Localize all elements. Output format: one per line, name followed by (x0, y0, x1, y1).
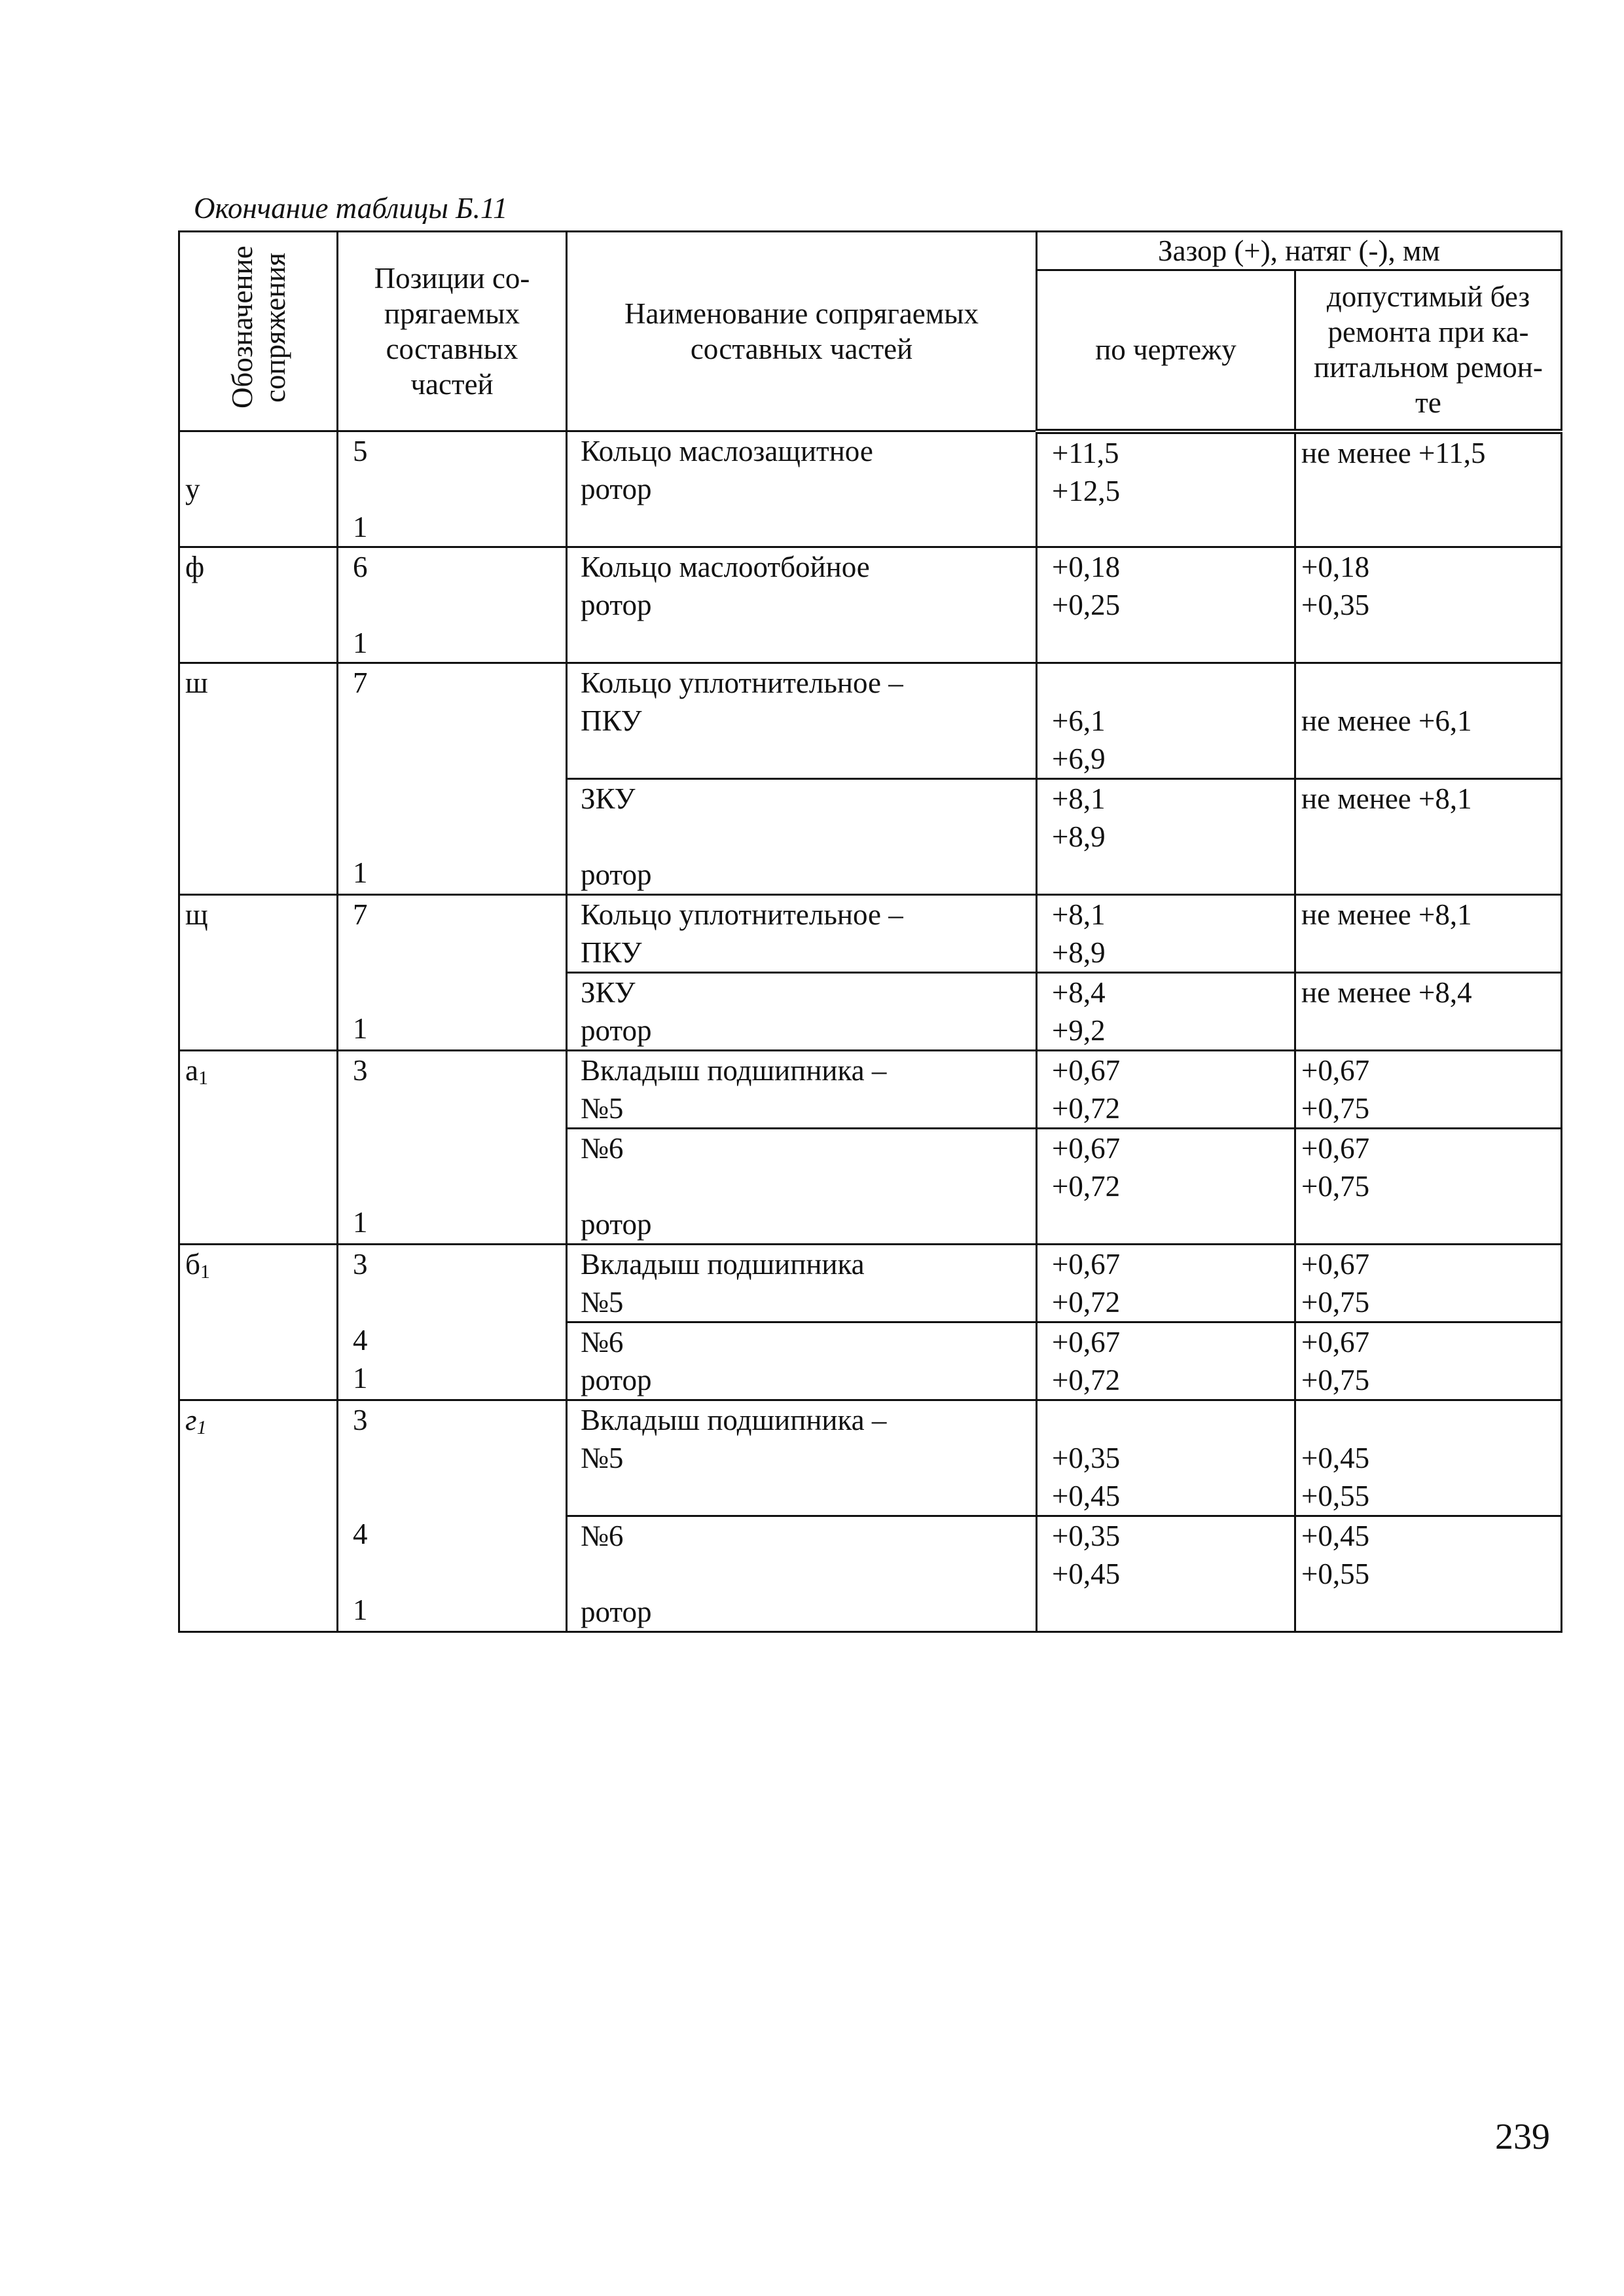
drawing-cell: +11,5 +12,5 (1037, 431, 1295, 547)
table-row (179, 431, 1562, 547)
name-cell: Кольцо уплотнительное – ПКУ (567, 663, 1037, 779)
name-cell: №6 ротор (567, 1129, 1037, 1245)
drawing-cell: +8,1 +8,9 (1037, 895, 1295, 973)
positions-cell: 3 4 1 (338, 1400, 567, 1632)
name-cell: ЗКУ ротор (567, 973, 1037, 1051)
table-row (179, 1051, 1562, 1129)
allowed-cell: не менее +8,1 (1295, 779, 1562, 895)
name-cell: ЗКУ ротор (567, 779, 1037, 895)
allowed-cell: +0,67 +0,75 (1295, 1245, 1562, 1322)
name-cell: Вкладыш подшипника – №5 (567, 1400, 1037, 1516)
table-row (179, 1400, 1562, 1516)
name-cell: Кольцо уплотнительное – ПКУ (567, 895, 1037, 973)
header-clearance-group: Зазор (+), натяг (-), мм (1037, 232, 1562, 270)
allowed-cell: +0,45 +0,55 (1295, 1516, 1562, 1632)
mark-cell: $а_1$ (179, 1051, 338, 1245)
allowed-cell: +0,45 +0,55 (1295, 1400, 1562, 1516)
drawing-cell: +0,67 +0,72 (1037, 1051, 1295, 1129)
header-by-drawing: по чертежу (1037, 270, 1295, 431)
allowed-cell: не менее +8,1 (1295, 895, 1562, 973)
mark-cell: у (179, 431, 338, 547)
drawing-cell: +0,35 +0,45 (1037, 1400, 1295, 1516)
positions-cell: 5 1 (338, 431, 567, 547)
drawing-cell: +8,1 +8,9 (1037, 779, 1295, 895)
table-caption: Окончание таблицы Б.11 (194, 192, 508, 225)
allowed-cell: не менее +8,4 (1295, 973, 1562, 1051)
table-row (179, 663, 1562, 779)
drawing-cell: +0,35 +0,45 (1037, 1516, 1295, 1632)
positions-cell: 3 1 (338, 1051, 567, 1245)
mark-cell: ф (179, 547, 338, 663)
mark-cell: $г_1$ (179, 1400, 338, 1632)
mark-cell: $б_1$ (179, 1245, 338, 1400)
allowed-cell: +0,67 +0,75 (1295, 1129, 1562, 1245)
allowed-cell: +0,67 +0,75 (1295, 1051, 1562, 1129)
allowed-cell: не менее +11,5 (1295, 431, 1562, 547)
positions-cell: 3 4 1 (338, 1245, 567, 1400)
name-cell: №6 ротор (567, 1322, 1037, 1400)
mating-clearance-table (178, 230, 1562, 1633)
drawing-cell: +0,67 +0,72 (1037, 1245, 1295, 1322)
drawing-cell: +6,1 +6,9 (1037, 663, 1295, 779)
header-allowed: допустимый без ремонта при ка-питальном ремон-те (1295, 270, 1562, 431)
name-cell: Кольцо маслозащитное ротор (567, 431, 1037, 547)
header-part-names: Наименование сопрягаемых составных частей (567, 232, 1037, 431)
name-cell: Вкладыш подшипника №5 (567, 1245, 1037, 1322)
header-designation: Обозначение сопряжения (179, 232, 338, 431)
allowed-cell: не менее +6,1 (1295, 663, 1562, 779)
table-row (179, 547, 1562, 663)
name-cell: Кольцо маслоотбойное ротор (567, 547, 1037, 663)
name-cell: №6 ротор (567, 1516, 1037, 1632)
table-row (179, 1245, 1562, 1322)
header-positions: Позиции со-прягаемых составных частей (338, 232, 567, 431)
allowed-cell: +0,67 +0,75 (1295, 1322, 1562, 1400)
drawing-cell: +0,18 +0,25 (1037, 547, 1295, 663)
positions-cell: 7 1 (338, 895, 567, 1051)
drawing-cell: +0,67 +0,72 (1037, 1322, 1295, 1400)
page-number: 239 (1495, 2117, 1550, 2157)
mark-cell: ш (179, 663, 338, 895)
positions-cell: 7 1 (338, 663, 567, 895)
mark-cell: щ (179, 895, 338, 1051)
name-cell: Вкладыш подшипника – №5 (567, 1051, 1037, 1129)
allowed-cell: +0,18 +0,35 (1295, 547, 1562, 663)
drawing-cell: +8,4 +9,2 (1037, 973, 1295, 1051)
drawing-cell: +0,67 +0,72 (1037, 1129, 1295, 1245)
positions-cell: 6 1 (338, 547, 567, 663)
table-row (179, 895, 1562, 973)
